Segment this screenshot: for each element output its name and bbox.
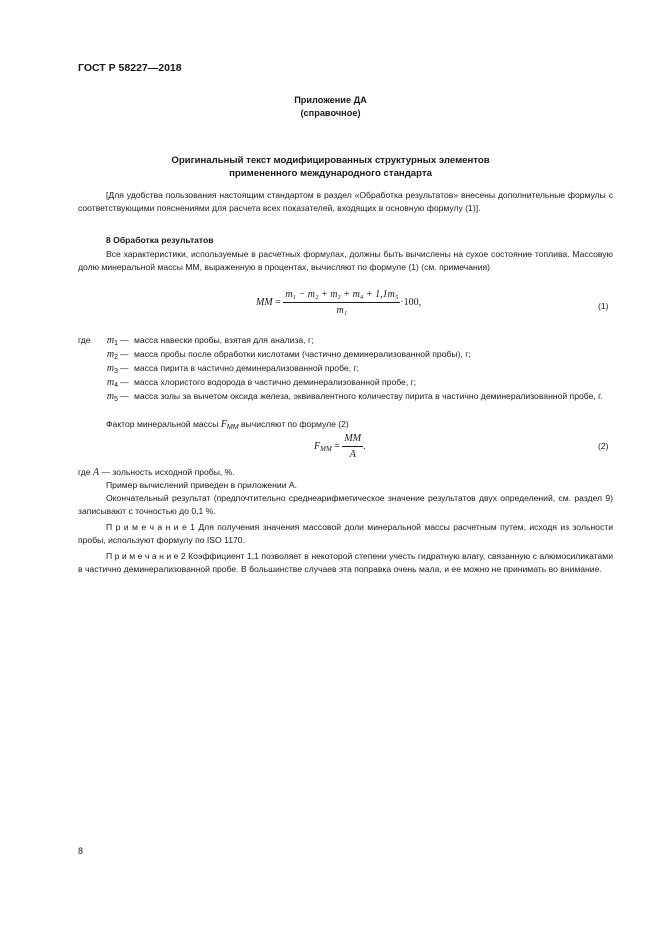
formula-1-fraction [283, 288, 400, 317]
formula-1-lhs: MM [256, 296, 273, 308]
ash-definition [78, 466, 613, 479]
variable-index: 3 [114, 368, 118, 375]
note-2-label: П р и м е ч а н и е 2 [106, 551, 186, 561]
formula-1: MM = $\frac{\text{m₁ − m₂ + m₃ + m₄ + 1,1m₅}}{\text{m₁}}$ ·100, [256, 289, 422, 316]
variable-description: масса пирита в частично деминерализованной пробе, г; [134, 363, 359, 373]
formula-2-suffix: . [363, 440, 366, 452]
variable-description: масса навески пробы, взятая для анализа, г; [134, 335, 314, 345]
ash-symbol: A [92, 467, 100, 478]
formula-2-denominator: A [349, 449, 356, 460]
appendix-heading [0, 94, 661, 120]
standard-header: ГОСТ Р 58227—2018 [78, 62, 182, 74]
section-title-line2: примененного международного стандарта [229, 168, 432, 179]
formula-2-number: (2) [598, 441, 609, 451]
formula-1-number: (1) [598, 301, 609, 311]
section-title [0, 154, 661, 180]
formula-2-lhs-sub: MM [320, 444, 332, 453]
clause-paragraph: Все характеристики, используемые в расчетных формулах, должны быть вычислены на сухое состояние топлива. Массовую долю минеральной массы ММ, выраженную в процентах, вычисляют по формуле (1) (см. примечания) [78, 249, 613, 272]
where-label: где [78, 335, 91, 345]
variable-description: масса пробы после обработки кислотами (частично деминерализованной пробы), г; [134, 349, 471, 359]
formula-2-fraction [342, 432, 363, 461]
clause-heading: 8 Обработка результатов [106, 235, 214, 245]
final-result-paragraph: Окончательный результат (предпочтительно среднеарифметическое значение результатов двух определений, см. раздел 9) записывают с точностью до 0,1 %. [78, 493, 613, 516]
factor-symbol: F [220, 419, 227, 430]
variable-index: 2 [114, 354, 118, 361]
note-1-label: П р и м е ч а н и е 1 [106, 522, 195, 532]
formula-2-numerator: MM [342, 432, 363, 447]
document-page: ГОСТ Р 58227—2018 Приложение ДА (справочное) Оригинальный текст модифицированных структурных элементов примененного международного стандарта [Для удобства пользования настоящим стандартом в раздел «Обработка результатов» внесены дополнительные формулы с соответствующими пояснениями для расчета всех показателей, входящих в основную формулу (1)]. 8 Обработка результатов Все характеристики, используемые в расчетных формулах, должны быть вычислены на сухое состояние топлива. Массовую долю минеральной массы ММ, выраженную в процентах, вычисляют по формуле (1) (см. примечания) MM = $\frac{\text{m₁ − m₂ + m₃ + m₄ + 1,1m₅}}{\text{m₁}}$ ·100, (1) где $m_1$ — масса навески пробы, взятая для анализа, г; $m_2$ — масса пробы после обработки кислотами (частично деминерализованной пробы), г; $m_3$ — масса пирита в частично деминерализованной пробе, г; $m_4$ — масса хлористого водорода в частично деминерализованной пробе, г; $m_5$ — масса золы за вычетом оксида железа, эквивалентного количеству пирита в частично деминерализованной пробе, г. Фактор минеральной массы $F_{MM}$ вычисляют по формуле (2) $F_{MM}$ = $\frac{MM}{A}$ . (2) где A — зольность исходной пробы, %. Пример вычислений приведен в приложении А. Окончательный результат (предпочтительно среднеарифметическое значение результатов двух определений, см. раздел 9) записывают с точностью до 0,1 %. П р и м е ч а н и е 1 Для получения значения массовой доли минеральной массы расчетным путем, исходя из зольности пробы, используют формулу по ISO 1170. П р и м е ч а н и е 2 Коэффициент 1,1 позволяет в некоторой степени учесть гидратную влагу, связанную с алюмосиликатами в частично деминерализованной пробе. В большинстве случаев эта поправка очень мала, и ее можно не принимать во внимание. 8 [0, 0, 661, 935]
formula-1-denominator: m₁ [336, 305, 348, 316]
appendix-subtitle: (справочное) [300, 108, 361, 118]
note-2-text: Коэффициент 1,1 позволяет в некоторой степени учесть гидратную влагу, связанную с алюмосиликатами в частично деминерализованной пробе. В большинстве случаев эта поправка очень мала, и ее можно не принимать во внимание. [78, 551, 613, 574]
intro-paragraph: [Для удобства пользования настоящим стандартом в раздел «Обработка результатов» внесены дополнительные формулы с соответствующими пояснениями для расчета всех показателей, входящих в основную формулу (1)]. [78, 190, 613, 213]
ash-rest: — зольность исходной пробы, %. [99, 467, 235, 477]
formula-1-numerator: m₁ − m₂ + m₃ + m₄ + 1,1m₅ [283, 288, 400, 303]
variable-symbol: m [106, 349, 115, 360]
factor-subscript: MM [226, 424, 239, 431]
example-paragraph: Пример вычислений приведен в приложении А. [106, 480, 298, 490]
variable-index: 4 [114, 382, 118, 389]
formula-2-lhs: F [314, 440, 321, 452]
variable-description: масса золы за вычетом оксида железа, эквивалентного количеству пирита в частично деминерализованной пробе, г. [134, 391, 603, 401]
page-number: 8 [78, 846, 84, 856]
note-1 [78, 521, 613, 547]
variable-symbol: m [106, 377, 115, 388]
variable-symbol: m [106, 391, 115, 402]
variable-symbol: m [106, 363, 115, 374]
section-title-line1: Оригинальный текст модифицированных структурных элементов [171, 155, 490, 166]
variable-symbol: m [106, 335, 115, 346]
formula-1-suffix: 100, [403, 296, 422, 308]
formula-2: $F_{MM}$ = $\frac{MM}{A}$ . [314, 433, 366, 460]
variable-index: 5 [114, 396, 118, 403]
ash-prefix: где [78, 467, 93, 477]
factor-paragraph [78, 418, 613, 431]
note-1-text: Для получения значения массовой доли минеральной массы расчетным путем, исходя из зольности пробы, используют формулу по ISO 1170. [78, 522, 613, 545]
appendix-title: Приложение ДА [294, 95, 367, 105]
note-2 [78, 550, 613, 576]
factor-text-after: вычисляют по формуле (2) [238, 419, 349, 429]
variable-description: масса хлористого водорода в частично деминерализованной пробе, г; [134, 377, 417, 387]
factor-text-before: Фактор минеральной массы [106, 419, 221, 429]
variable-index: 1 [114, 340, 118, 347]
